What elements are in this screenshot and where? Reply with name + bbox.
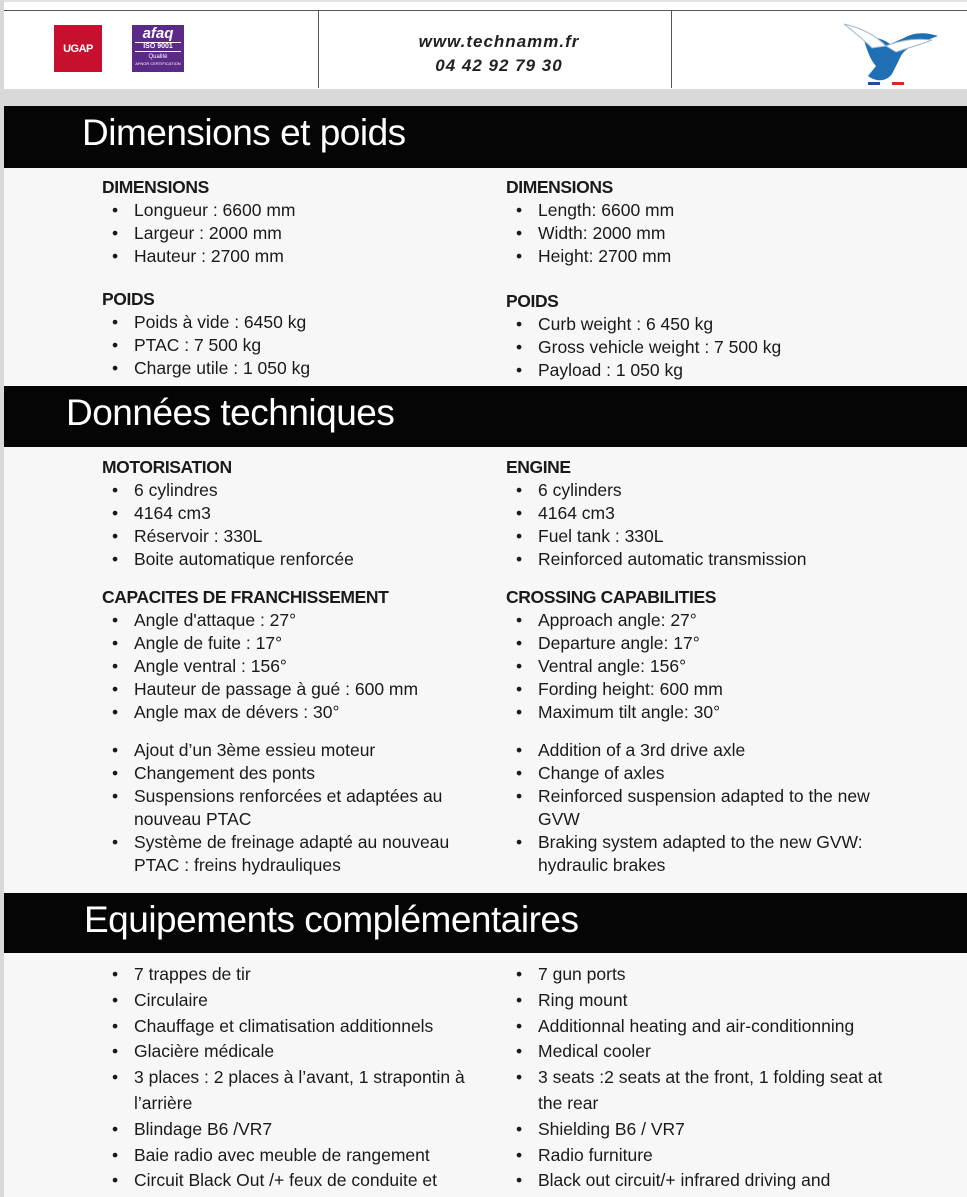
weight-heading: POIDS: [102, 289, 155, 309]
list-item: • Circuit Black Out /+ feux de conduite et: [102, 1168, 472, 1194]
list-item: • Blindage B6 /VR7: [102, 1117, 472, 1143]
section-title: Données techniques: [66, 392, 395, 433]
afaq-label: Qualité: [148, 54, 168, 60]
list-item: • Hauteur de passage à gué : 600 mm: [102, 678, 492, 701]
crossing-list: [102, 609, 492, 724]
list-item: • Reinforced suspension adapted to the new GVW: [506, 785, 906, 831]
contact-block: [324, 30, 674, 78]
crossing-heading: CAPACITES DE FRANCHISSEMENT: [102, 587, 389, 607]
list-item: • Medical cooler: [506, 1039, 906, 1065]
list-item: • Chauffage et climatisation additionnels: [102, 1014, 472, 1040]
list-item: • Angle d'attaque : 27°: [102, 609, 492, 632]
list-item: • Glacière médicale: [102, 1039, 472, 1065]
list-item: • Ring mount: [506, 988, 906, 1014]
list-item: • Payload : 1 050 kg: [506, 359, 926, 382]
list-item: • Largeur : 2000 mm: [102, 222, 492, 245]
list-item: • Addition of a 3rd drive axle: [506, 739, 906, 762]
afaq-iso-logo: [132, 25, 184, 72]
list-item: • Gross vehicle weight : 7 500 kg: [506, 336, 926, 359]
list-item: • Maximum tilt angle: 30°: [506, 701, 926, 724]
list-item: • 4164 cm3: [102, 502, 492, 525]
bird-logo-icon: [842, 18, 942, 88]
list-item: • Curb weight : 6 450 kg: [506, 313, 926, 336]
dimensions-heading: DIMENSIONS: [102, 177, 209, 197]
header-top-rule: [4, 10, 967, 11]
header-divider: [318, 10, 319, 88]
list-item: • 4164 cm3: [506, 502, 926, 525]
section-bar-equipment: [4, 893, 967, 953]
datasheet-page: [4, 0, 967, 1197]
website-link[interactable]: www.technamm.fr: [418, 32, 580, 51]
dimensions-fr-column: [102, 176, 492, 380]
list-item: • 6 cylinders: [506, 479, 926, 502]
list-item: • Length: 6600 mm: [506, 199, 926, 222]
list-item: • Braking system adapted to the new GVW: hydraulic brakes: [506, 831, 906, 877]
list-item: • Boite automatique renforcée: [102, 548, 492, 571]
list-item: • 6 cylindres: [102, 479, 492, 502]
list-item: • Ajout d’un 3ème essieu moteur: [102, 739, 472, 762]
engine-list: [506, 479, 926, 571]
list-item: • 7 gun ports: [506, 962, 906, 988]
weight-list: [102, 311, 492, 380]
list-item: • Longueur : 6600 mm: [102, 199, 492, 222]
list-item: • Hauteur : 2700 mm: [102, 245, 492, 268]
weight-list: [506, 313, 926, 382]
phone-number: 04 42 92 79 30: [435, 56, 563, 75]
list-item: • Shielding B6 / VR7: [506, 1117, 906, 1143]
list-item: • Ventral angle: 156°: [506, 655, 926, 678]
technical-en-column: [506, 456, 926, 877]
equipment-list: [102, 962, 472, 1194]
section-title: Dimensions et poids: [82, 112, 406, 153]
list-item: • Changement des ponts: [102, 762, 472, 785]
list-item: • Radio furniture: [506, 1143, 906, 1169]
list-item: • Circulaire: [102, 988, 472, 1014]
modifications-list: [102, 739, 472, 877]
list-item: • Angle de fuite : 17°: [102, 632, 492, 655]
list-item: • Réservoir : 330L: [102, 525, 492, 548]
equipment-fr-column: [102, 962, 492, 1194]
crossing-heading: CROSSING CAPABILITIES: [506, 587, 717, 607]
afaq-sub: AFNOR CERTIFICATION: [135, 61, 181, 66]
list-item: • Angle max de dévers : 30°: [102, 701, 492, 724]
list-item: • Black out circuit/+ infrared driving and: [506, 1168, 906, 1194]
list-item: • 7 trappes de tir: [102, 962, 472, 988]
list-item: • Angle ventral : 156°: [102, 655, 492, 678]
afaq-brand: afaq: [142, 25, 174, 42]
equipment-en-column: [506, 962, 926, 1194]
modifications-list: [506, 739, 906, 877]
header-gap: [4, 89, 967, 106]
list-item: • Additionnal heating and air-conditionning: [506, 1014, 906, 1040]
list-item: • PTAC : 7 500 kg: [102, 334, 492, 357]
section-bar-technical: [4, 386, 967, 447]
list-item: • Height: 2700 mm: [506, 245, 926, 268]
page-header: [4, 0, 967, 89]
equipment-list: [506, 962, 906, 1194]
engine-list: [102, 479, 492, 571]
list-item: • 3 places : 2 places à l’avant, 1 strapontin à l’arrière: [102, 1065, 472, 1117]
dimensions-heading: DIMENSIONS: [506, 177, 613, 197]
dimensions-list: [102, 199, 492, 268]
list-item: • Departure angle: 17°: [506, 632, 926, 655]
list-item: • Width: 2000 mm: [506, 222, 926, 245]
list-item: • Reinforced automatic transmission: [506, 548, 926, 571]
ugap-logo-text: UGAP: [63, 42, 93, 55]
afaq-standard: ISO 9001: [135, 42, 181, 52]
list-item: • Approach angle: 27°: [506, 609, 926, 632]
list-item: • Fording height: 600 mm: [506, 678, 926, 701]
technical-fr-column: [102, 456, 492, 877]
list-item: • Change of axles: [506, 762, 906, 785]
list-item: • Suspensions renforcées et adaptées au nouveau PTAC: [102, 785, 472, 831]
crossing-list: [506, 609, 926, 724]
dimensions-list: [506, 199, 926, 268]
list-item: • Baie radio avec meuble de rangement: [102, 1143, 472, 1169]
ugap-logo: [54, 25, 102, 72]
list-item: • Fuel tank : 330L: [506, 525, 926, 548]
list-item: • Système de freinage adapté au nouveau PTAC : freins hydrauliques: [102, 831, 472, 877]
list-item: • Poids à vide : 6450 kg: [102, 311, 492, 334]
list-item: • 3 seats :2 seats at the front, 1 folding seat at the rear: [506, 1065, 906, 1117]
list-item: • Charge utile : 1 050 kg: [102, 357, 492, 380]
section-title: Equipements complémentaires: [84, 899, 579, 940]
section-bar-dimensions: [4, 106, 967, 168]
weight-heading: POIDS: [506, 291, 559, 311]
engine-heading: MOTORISATION: [102, 457, 232, 477]
engine-heading: ENGINE: [506, 457, 571, 477]
dimensions-en-column: [506, 176, 926, 382]
